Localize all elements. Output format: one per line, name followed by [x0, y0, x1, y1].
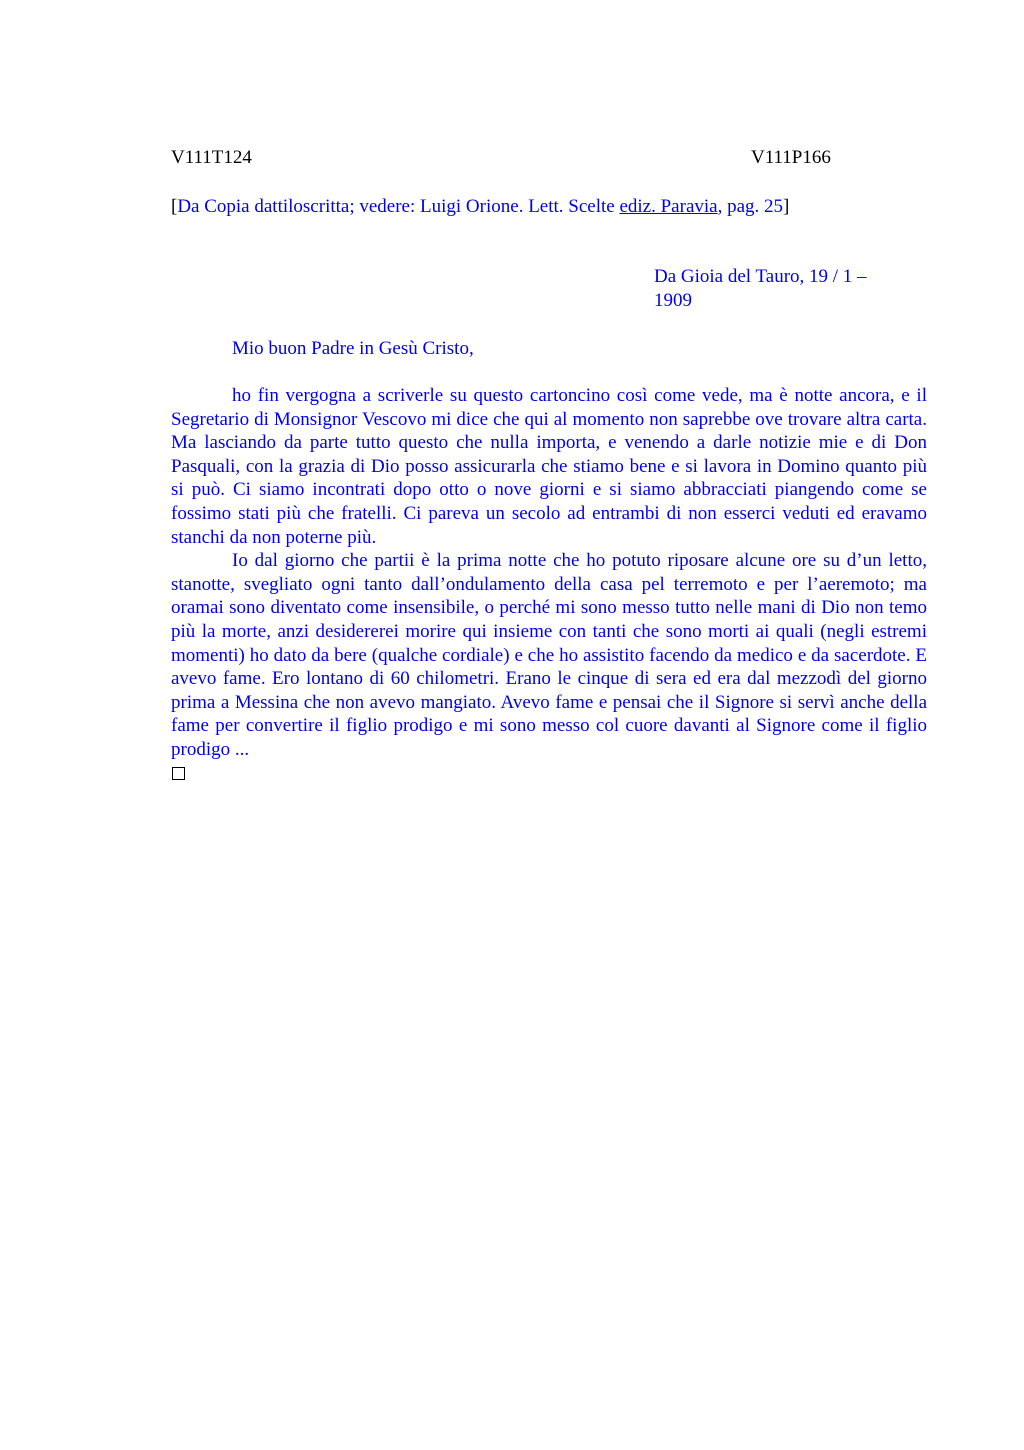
paragraph-2: Io dal giorno che partii è la prima notte che ho potuto riposare alcune ore su d’un letto, stanotte, svegliato ogni tanto dall’ondulamento della casa pel terremoto e per l’aeremoto; ma oramai sono diventato come insensibile, o perché mi sono messo tutto nelle mani di Dio non temo più la morte, anzi desidererei morire qui insieme con tanti che sono morti ai quali (negli estremi momenti) ho dato da bere (qualche cordiale) e che ho assistito facendo da medico e da sacerdote. E avevo fame. Ero lontano di 60 chilometri. Erano le cinque di sera ed era dal mezzodì del giorno prima a Messina che non avevo mangiato. Avevo fame e pensai che il Signore si servì anche della fame per convertire il figlio prodigo e mi sono messo col cuore davanti al Signore come il figlio prodigo ... — [171, 550, 927, 760]
source-link[interactable]: ediz. Paravia — [619, 196, 718, 217]
code-right: V111P166 — [751, 147, 831, 168]
paragraph-1: ho fin vergogna a scriverle su questo cartoncino così come vede, ma è notte ancora, e il Segretario di Monsignor Vescovo mi dice che qui al momento non saprebbe ove trovare altra carta. Ma lasciando da parte tutto questo che nulla importa, e venendo a darle notizie mie e di Don Pasquali, con la grazia di Dio posso assicurarla che stiamo bene e si lavora in Domino quanto più si può. Ci siamo incontrati dopo otto o nove giorni e si siamo abbracciati piangendo come se fossimo stati più che fratelli. Ci pareva un secolo ad entrambi di non esserci veduti ed eravamo stanchi da non poterne più. — [171, 385, 927, 548]
salutation: Mio buon Padre in Gesù Cristo, — [232, 338, 474, 359]
source-text: Da Copia dattiloscritta; vedere: Luigi Orione. Lett. Scelte — [177, 196, 620, 217]
source-bracket-close: ] — [783, 196, 790, 217]
box-icon — [172, 767, 185, 780]
source-note — [171, 195, 789, 219]
code-left: V111T124 — [171, 147, 252, 168]
dateline: Da Gioia del Tauro, 19 / 1 – 1909 — [654, 266, 867, 311]
source-page: , pag. 25 — [717, 196, 784, 217]
letter-body — [171, 384, 927, 762]
source-bracket-open: [ — [171, 196, 178, 217]
